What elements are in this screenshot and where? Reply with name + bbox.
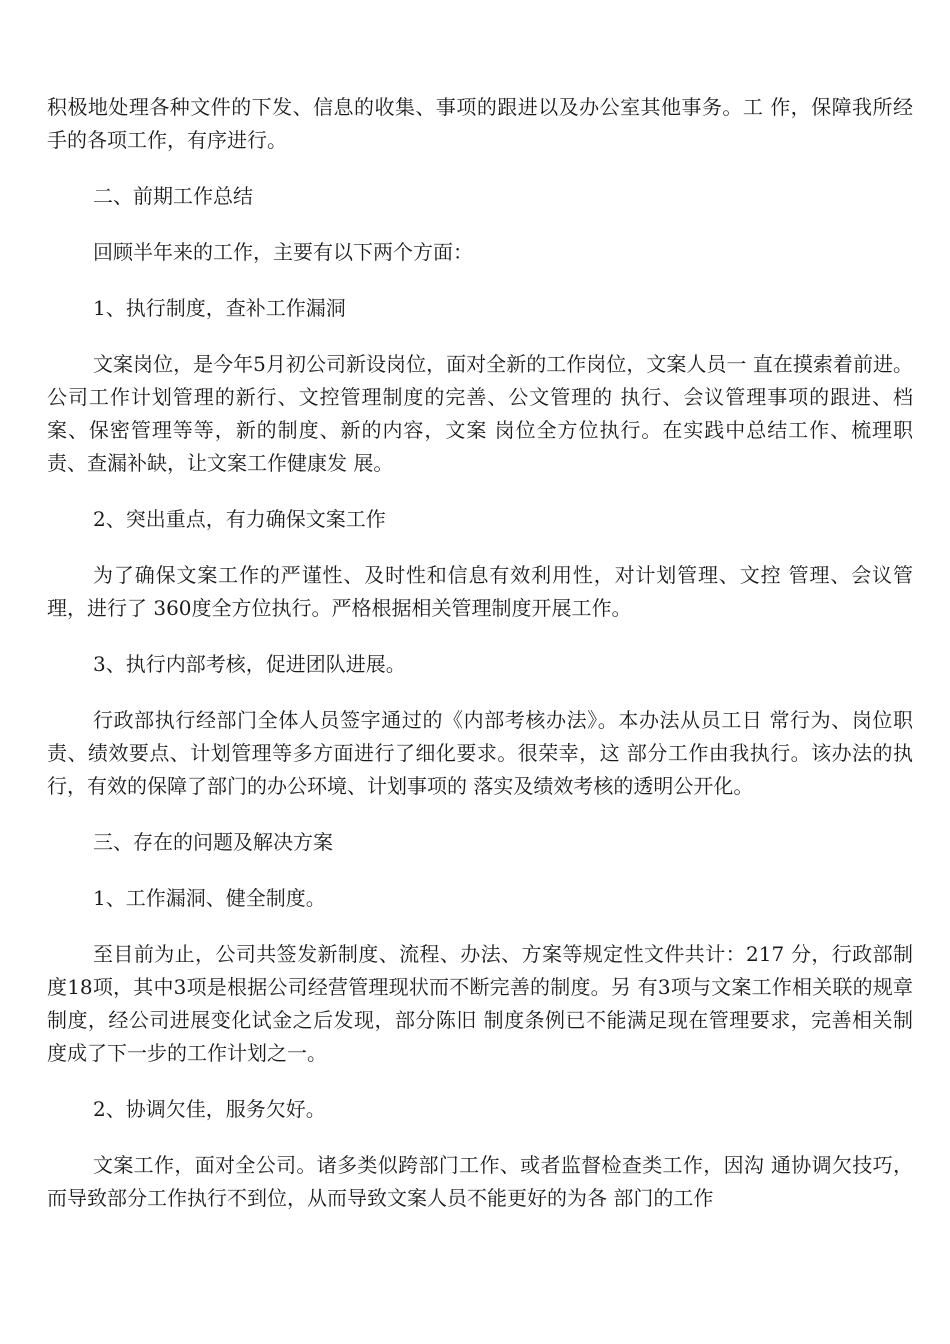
subsection-heading: 1、执行制度，查补工作漏洞 bbox=[93, 296, 346, 320]
section-heading: 二、前期工作总结 bbox=[93, 184, 253, 208]
body-paragraph: 至目前为止，公司共签发新制度、流程、办法、方案等规定性文件共计：217 分，行政部制度18项，其中3项是根据公司经营管理现状而不断完善的制度。另 有3项与文案工作相关联的规章制度，经公司进展变化试金之后发现，部分陈旧 制度条例已不能满足现在管理要求，完善相关制度成了下一步的工作计划之一。 bbox=[47, 942, 913, 1065]
body-paragraph: 文案工作，面对全公司。诸多类似跨部门工作、或者监督检查类工作，因沟 通协调欠技巧，而导致部分工作执行不到位，从而导致文案人员不能更好的为各 部门的工作 bbox=[47, 1153, 913, 1210]
subsection-heading: 1、工作漏洞、健全制度。 bbox=[93, 886, 326, 910]
body-paragraph: 行政部执行经部门全体人员签字通过的《内部考核办法》。本办法从员工日 常行为、岗位职责、绩效要点、计划管理等多方面进行了细化要求。很荣幸，这 部分工作由我执行。该办法的执行，有效的保障了部门的办公环境、计划事项的 落实及绩效考核的透明公开化。 bbox=[47, 708, 913, 798]
subsection-heading: 2、协调欠佳，服务欠好。 bbox=[93, 1097, 326, 1121]
subsection-heading: 2、突出重点，有力确保文案工作 bbox=[93, 507, 386, 531]
body-paragraph: 文案岗位，是今年5月初公司新设岗位，面对全新的工作岗位，文案人员一 直在摸索着前进。公司工作计划管理的新行、文控管理制度的完善、公文管理的 执行、会议管理事项的跟进、档案、保密管理等等，新的制度、新的内容，文案 岗位全方位执行。在实践中总结工作、梳理职责、查漏补缺，让文案工作健康发 展。 bbox=[47, 352, 913, 475]
document-page bbox=[47, 91, 913, 1238]
intro-line: 回顾半年来的工作，主要有以下两个方面： bbox=[93, 240, 473, 264]
subsection-heading: 3、执行内部考核，促进团队进展。 bbox=[93, 652, 406, 676]
body-paragraph: 为了确保文案工作的严谨性、及时性和信息有效利用性，对计划管理、文控 管理、会议管理，进行了 360度全方位执行。严格根据相关管理制度开展工作。 bbox=[47, 563, 913, 620]
body-paragraph: 积极地处理各种文件的下发、信息的收集、事项的跟进以及办公室其他事务。工 作，保障我所经手的各项工作，有序进行。 bbox=[47, 95, 913, 152]
section-heading: 三、存在的问题及解决方案 bbox=[93, 830, 333, 854]
